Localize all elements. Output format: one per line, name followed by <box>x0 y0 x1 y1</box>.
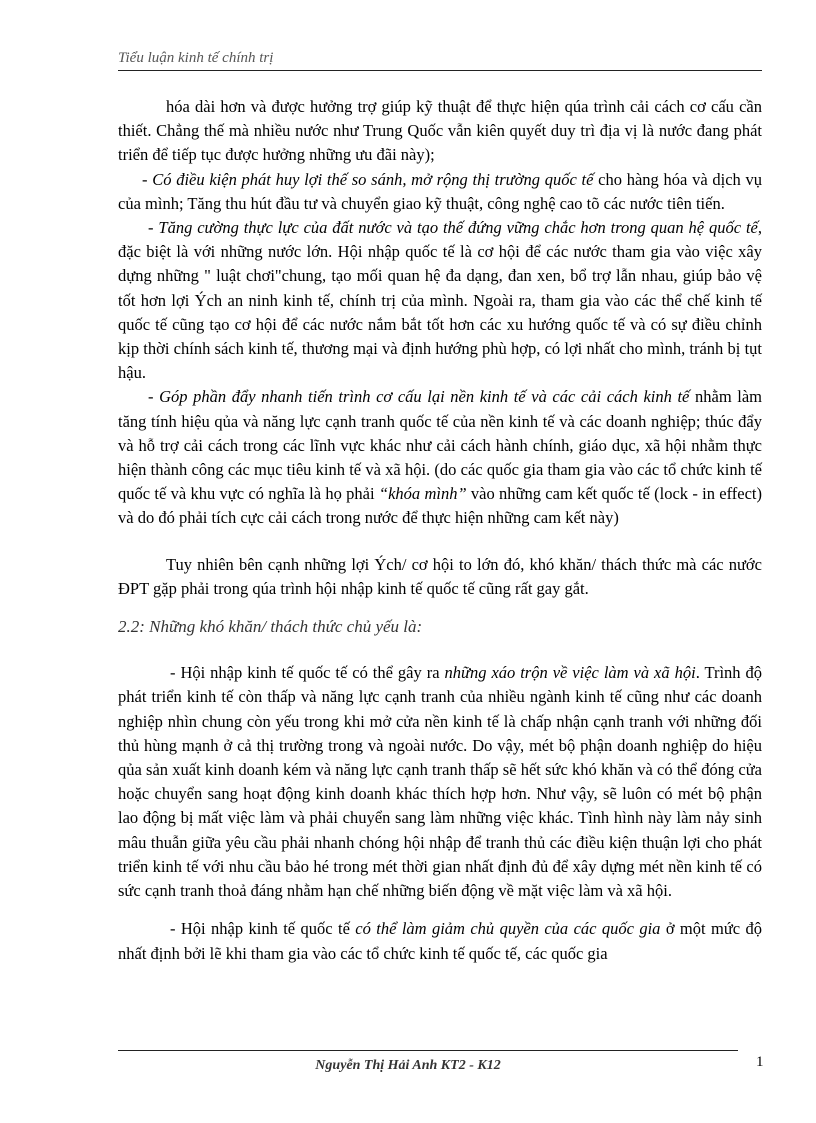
paragraph-3 <box>118 216 762 385</box>
header-divider <box>118 70 762 71</box>
paragraph-7 <box>118 917 762 965</box>
paragraph-4-text-end: vào những cam kết quốc tế (lock - in effect) và do đó phải tích cực cải cách trong nước để thực hiện những cam kết này) <box>118 484 762 528</box>
paragraph-7-emphasis: có thể làm giảm chủ quyền của các quốc gia <box>355 919 661 939</box>
spacer <box>118 601 762 615</box>
paragraph-4 <box>118 385 762 530</box>
paragraph-5: Tuy nhiên bên cạnh những lợi Ých/ cơ hội to lớn đó, khó khăn/ thách thức mà các nước ĐPT gặp phải trong qúa trình hội nhập kinh tế quốc tế cũng rất gay gắt. <box>118 554 762 598</box>
paragraph-4-quote: “khóa mình” <box>378 484 467 504</box>
paragraph-6-lead: - Hội nhập kinh tế quốc tế có thể gây ra <box>170 663 445 683</box>
section-heading: 2.2: Những khó khăn/ thách thức chủ yếu là: <box>118 617 423 637</box>
paragraph-6 <box>118 661 762 903</box>
paragraph-1: hóa dài hơn và được hưởng trợ giúp kỹ thuật để thực hiện qúa trình cải cách cơ cấu cần thiết. Chẳng thế mà nhiều nước như Trung Quốc vẫn kiên quyết duy trì địa vị là nước đang phát triển để tiếp tục được hưởng những ưu đãi này); <box>118 97 762 165</box>
document-body <box>118 95 762 966</box>
paragraph-2-text: cho hàng hóa và dịch vụ của mình; Tăng thu hút đầu tư và chuyển giao kỹ thuật, công nghệ cao tõ các nước tiên tiến. <box>118 169 763 213</box>
spacer <box>118 531 762 553</box>
page-number: 1 <box>756 1054 764 1070</box>
footer-divider <box>118 1050 738 1051</box>
paragraph-4-dash: - <box>148 387 160 407</box>
spacer <box>118 903 762 917</box>
spacer <box>118 639 762 661</box>
paragraph-6-emphasis: những xáo trộn về việc làm và xã hội <box>444 663 696 683</box>
paragraph-2 <box>118 168 762 216</box>
paragraph-3-dash: - <box>148 218 159 238</box>
paragraph-3-text: , đặc biệt là với những nước lớn. Hội nhập quốc tế là cơ hội để các nước tham gia vào việc xây dựng những " luật chơi"chung, tạo mối quan hệ đa dạng, đan xen, bổ trợ lẫn nhau, giúp bảo vệ tốt hơn lợi Ých an ninh kinh tế, chính trị của mình. Ngoài ra, tham gia vào các thể chế kinh tế quốc tế cũng tạo cơ hội để các nước nắm bắt tốt hơn các xu hướng quốc tế và có sự điều chỉnh kịp thời chính sách kinh tế, thương mại và định hướng phù hợp, có lợi nhất cho mình, tránh bị tụt hậu. <box>118 218 762 383</box>
paragraph-3-emphasis: Tăng cường thực lực của đất nước và tạo thế đứng vững chắc hơn trong quan hệ quốc tế <box>158 218 758 238</box>
footer-author: Nguyễn Thị Hải Anh KT2 - K12 <box>315 1058 501 1073</box>
paragraph-7-text: ở một mức độ nhất định bởi lẽ khi tham gia vào các tổ chức kinh tế quốc tế, các quốc gia <box>118 919 762 963</box>
paragraph-4-emphasis: Góp phần đẩy nhanh tiến trình cơ cấu lại nền kinh tế và các cải cách kinh tế <box>159 387 690 407</box>
paragraph-6-text: . Trình độ phát triển kinh tế còn thấp và năng lực cạnh tranh của nhiều ngành kinh tế cũng như các doanh nghiệp nhìn chung còn yếu trong khi mở cửa nền kinh tế là chấp nhận cạnh tranh với những đối thủ hùng mạnh ở cả thị trường trong và ngoài nước. Do vậy, mét bộ phận doanh nghiệp do hiệu qủa sản xuất kinh doanh kém và năng lực cạnh tranh thấp sẽ hết sức khó khăn và có thể đóng cửa hoặc chuyển sang hoạt động kinh doanh khác thích hợp hơn. Như vậy, sẽ luôn có mét bộ phận lao động bị mất việc làm và phải chuyển sang làm những việc khác. Tình hình này làm nảy sinh mâu thuẫn giữa yêu cầu phải nhanh chóng hội nhập để tranh thủ các điều kiện thuận lợi cho phát triển kinh tế với nhu cầu bảo hé trong mét thời gian nhất định đủ để xây dựng mét nền kinh tế có sức cạnh tranh thoả đáng nhằm hạn chế những biến động về mặt việc làm và xã hội. <box>118 663 763 901</box>
paragraph-2-emphasis: Có điều kiện phát huy lợi thế so sánh, mở rộng thị trường quốc tế <box>152 169 594 189</box>
paragraph-4-text: nhằm làm tăng tính hiệu qủa và năng lực cạnh tranh quốc tế của nền kinh tế và các doanh nghiệp; thúc đẩy và hỗ trợ cải cách trong các lĩnh vực khác như cải cách hành chính, giáo dục, xã hội nhằm thực hiện thành công các mục tiêu kinh tế và xã hội. (do các quốc gia tham gia vào các tổ chức kinh tế quốc tế và khu vực có nghĩa là họ phải <box>118 387 763 504</box>
paragraph-7-lead: - Hội nhập kinh tế quốc tế <box>170 919 356 939</box>
paragraph-2-dash: - <box>142 169 153 189</box>
header-title: Tiểu luận kinh tế chính trị <box>118 50 274 66</box>
